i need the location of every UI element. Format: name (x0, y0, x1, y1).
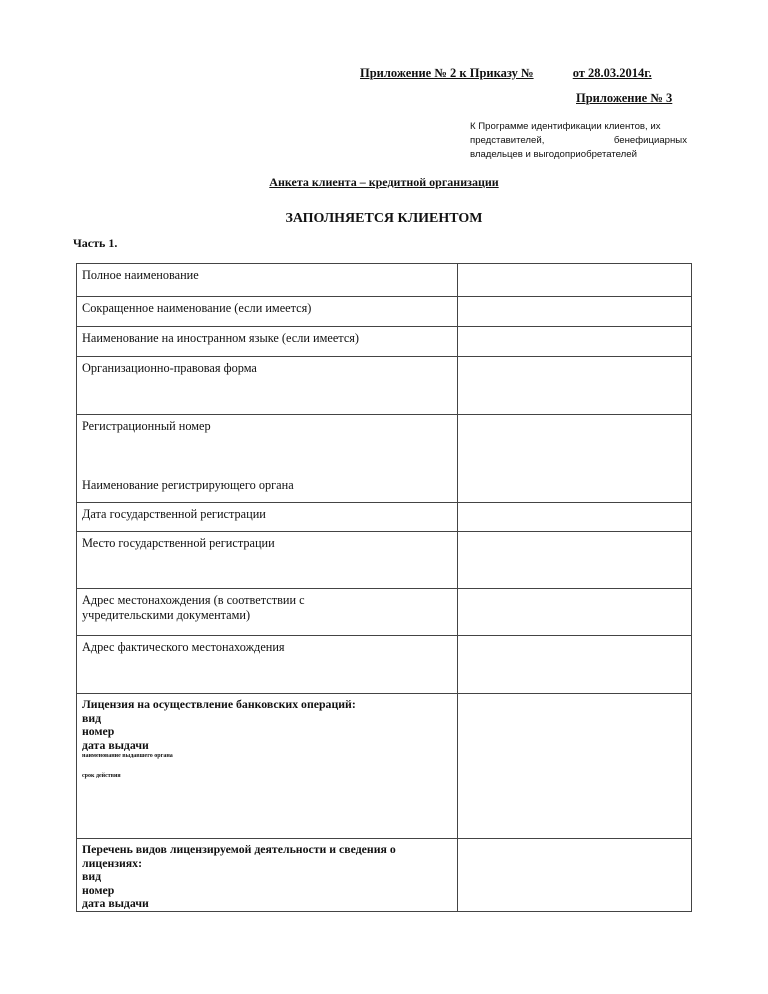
label-reg-place: Место государственной регистрации (77, 532, 458, 589)
client-form-table (76, 263, 692, 912)
form-row-actual-address (77, 636, 692, 694)
label-full-name: Полное наименование (77, 264, 458, 297)
activities-number: номер (82, 882, 115, 897)
document-title-text: Анкета клиента – кредитной организации (269, 175, 499, 189)
form-row-reg-date (77, 503, 692, 532)
field-legal-form[interactable] (457, 357, 691, 415)
license-title: Лицензия на осуществление банковских операций: (82, 697, 356, 711)
label-address-line-2: учредительскими документами) (82, 608, 251, 622)
license-kind: вид (82, 710, 102, 725)
appendix-2-header (360, 66, 652, 81)
label-registration (77, 415, 458, 503)
field-registration[interactable] (457, 415, 691, 503)
document-title (0, 175, 768, 190)
activities-title-line-1: Перечень видов лицензируемой деятельности и сведения о (82, 842, 396, 856)
program-line-3: владельцев и выгодоприобретателей (470, 149, 637, 160)
label-address-line-1: Адрес местонахождения (в соответствии с (82, 593, 305, 607)
label-reg-date: Дата государственной регистрации (77, 503, 458, 532)
label-license (77, 694, 458, 839)
license-issuer: наименование выдавшего органа (82, 753, 173, 759)
form-row-licensed-activities (77, 839, 692, 912)
label-legal-form: Организационно-правовая форма (77, 357, 458, 415)
label-short-name: Сокращенное наименование (если имеется) (77, 297, 458, 327)
label-licensed-activities (77, 839, 458, 912)
appendix-3-header: Приложение № 3 (576, 91, 673, 105)
field-short-name[interactable] (457, 297, 691, 327)
program-line-1: К Программе идентификации клиентов, их (470, 121, 661, 132)
field-licensed-activities[interactable] (457, 839, 691, 912)
order-date: от 28.03.2014г. (572, 66, 652, 80)
field-address[interactable] (457, 589, 691, 636)
form-row-foreign-name (77, 327, 692, 357)
label-reg-number: Регистрационный номер (82, 419, 211, 433)
activities-kind: вид (82, 869, 102, 883)
form-row-registration (77, 415, 692, 503)
form-row-full-name (77, 264, 692, 297)
program-reference (470, 120, 687, 162)
label-actual-address: Адрес фактического местонахождения (77, 636, 458, 694)
license-issue-date: дата выдачи (82, 737, 149, 752)
field-reg-date[interactable] (457, 503, 691, 532)
field-actual-address[interactable] (457, 636, 691, 694)
form-row-legal-form (77, 357, 692, 415)
part-heading: Часть 1. (73, 236, 118, 250)
form-row-reg-place (77, 532, 692, 589)
label-foreign-name: Наименование на иностранном языке (если имеется) (77, 327, 458, 357)
license-number: номер (82, 724, 115, 738)
activities-title-line-2: лицензиях: (82, 855, 142, 870)
program-line-2: представителей, бенефициарных (470, 135, 687, 146)
appendix-order-text: Приложение № 2 к Приказу № (360, 66, 534, 80)
activities-issue-date: дата выдачи (82, 896, 149, 910)
document-subtitle: ЗАПОЛНЯЕТСЯ КЛИЕНТОМ (285, 211, 483, 226)
label-address (77, 589, 458, 636)
license-validity: срок действия (82, 773, 121, 779)
form-row-address (77, 589, 692, 636)
form-row-short-name (77, 297, 692, 327)
field-reg-place[interactable] (457, 532, 691, 589)
field-full-name[interactable] (457, 264, 691, 297)
field-foreign-name[interactable] (457, 327, 691, 357)
field-license[interactable] (457, 694, 691, 839)
form-row-license (77, 694, 692, 839)
label-reg-authority: Наименование регистрирующего органа (82, 478, 294, 492)
